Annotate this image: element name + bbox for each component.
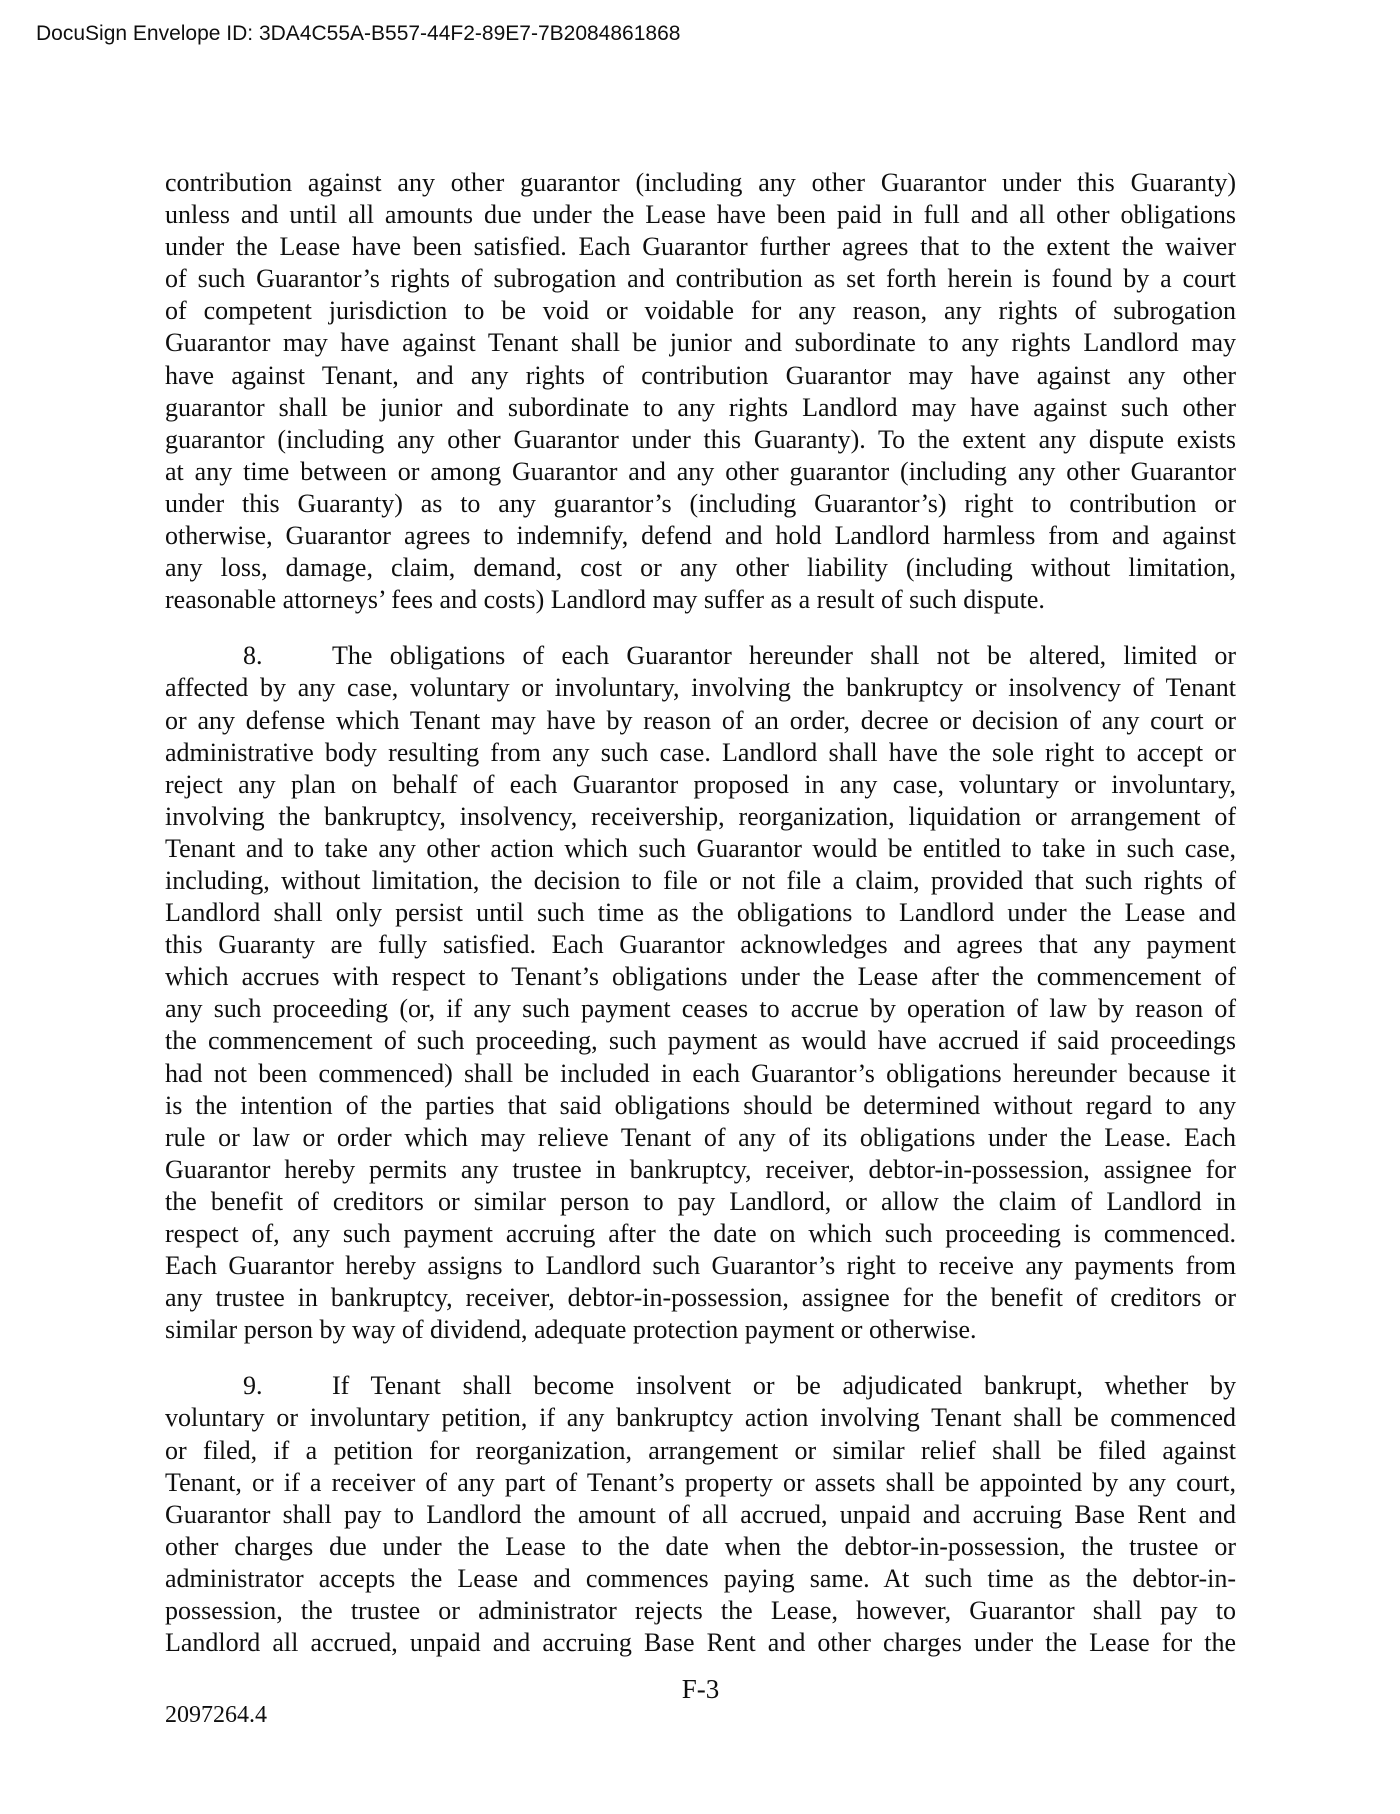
paragraph-number: 8. [243, 641, 263, 671]
docusign-envelope-id: DocuSign Envelope ID: 3DA4C55A-B557-44F2-89E7-7B2084861868 [36, 22, 681, 45]
text-line: similar person by way of dividend, adequate protection payment or otherwise. [165, 1315, 977, 1345]
text-line: voluntary or involuntary petition, if any bankruptcy action involving Tenant shall be commenced [165, 1403, 1236, 1433]
text-line: Tenant, or if a receiver of any part of Tenant’s property or assets shall be appointed by any court, [165, 1467, 1236, 1497]
paragraph [165, 640, 1236, 1346]
text-line: of such Guarantor’s rights of subrogation and contribution as set forth herein is found by a court [165, 264, 1236, 294]
text-line: otherwise, Guarantor agrees to indemnify, defend and hold Landlord harmless from and against [165, 521, 1236, 551]
text-line: any loss, damage, claim, demand, cost or any other liability (including without limitation, [165, 553, 1236, 583]
text-line: guarantor (including any other Guarantor under this Guaranty). To the extent any dispute exists [165, 424, 1236, 454]
text-line: or filed, if a petition for reorganization, arrangement or similar relief shall be filed against [165, 1435, 1236, 1465]
document-control-number: 2097264.4 [165, 1702, 267, 1728]
text-line: 9. If Tenant shall become insolvent or be adjudicated bankrupt, whether by [165, 1370, 1236, 1402]
text-line: which accrues with respect to Tenant’s obligations under the Lease after the commencement of [165, 962, 1236, 992]
text-line: of competent jurisdiction to be void or voidable for any reason, any rights of subrogation [165, 296, 1236, 326]
text-line: had not been commenced) shall be included in each Guarantor’s obligations hereunder because it [165, 1058, 1236, 1088]
text-line: Tenant and to take any other action which such Guarantor would be entitled to take in such case, [165, 833, 1236, 863]
text-line: reasonable attorneys’ fees and costs) Landlord may suffer as a result of such dispute. [165, 585, 1045, 615]
text-line: possession, the trustee or administrator rejects the Lease, however, Guarantor shall pay to [165, 1596, 1236, 1626]
text-line: including, without limitation, the decision to file or not file a claim, provided that such rights of [165, 865, 1236, 895]
text-line: reject any plan on behalf of each Guarantor proposed in any case, voluntary or involuntary, [165, 769, 1236, 799]
text-line: administrative body resulting from any such case. Landlord shall have the sole right to accept or [165, 737, 1236, 767]
text-line: the commencement of such proceeding, such payment as would have accrued if said proceedings [165, 1026, 1236, 1056]
text-line: this Guaranty are fully satisfied. Each Guarantor acknowledges and agrees that any payment [165, 930, 1236, 960]
text-line: rule or law or order which may relieve Tenant of any of its obligations under the Lease. Each [165, 1122, 1236, 1152]
text-line: other charges due under the Lease to the date when the debtor-in-possession, the trustee or [165, 1531, 1236, 1561]
text-line: under this Guaranty) as to any guarantor’s (including Guarantor’s) right to contribution or [165, 488, 1236, 518]
text-line: any such proceeding (or, if any such payment ceases to accrue by operation of law by reason of [165, 994, 1236, 1024]
text-line: Guarantor shall pay to Landlord the amount of all accrued, unpaid and accruing Base Rent and [165, 1499, 1236, 1529]
paragraph-number: 9. [243, 1371, 263, 1401]
text-line: Guarantor hereby permits any trustee in bankruptcy, receiver, debtor-in-possession, assignee for [165, 1154, 1236, 1184]
text-line: Each Guarantor hereby assigns to Landlord such Guarantor’s right to receive any payments from [165, 1251, 1236, 1281]
text-line: contribution against any other guarantor (including any other Guarantor under this Guaranty) [165, 168, 1236, 197]
paragraph [165, 167, 1236, 616]
text-line: Guarantor may have against Tenant shall be junior and subordinate to any rights Landlord may [165, 328, 1236, 358]
text-line: or any defense which Tenant may have by reason of an order, decree or decision of any court or [165, 705, 1236, 735]
paragraph [165, 1370, 1236, 1659]
text-line: any trustee in bankruptcy, receiver, debtor-in-possession, assignee for the benefit of creditors or [165, 1283, 1236, 1313]
page-number: F-3 [681, 1674, 720, 1704]
text-line: Landlord shall only persist until such time as the obligations to Landlord under the Lease and [165, 898, 1236, 928]
text-line: unless and until all amounts due under the Lease have been paid in full and all other obligations [165, 200, 1236, 230]
text-line: the benefit of creditors or similar person to pay Landlord, or allow the claim of Landlord in [165, 1186, 1236, 1216]
text-line: under the Lease have been satisfied. Each Guarantor further agrees that to the extent the waiver [165, 232, 1236, 262]
text-line: Landlord all accrued, unpaid and accruing Base Rent and other charges under the Lease for the [165, 1628, 1236, 1658]
text-line: 8. The obligations of each Guarantor hereunder shall not be altered, limited or [165, 640, 1236, 672]
document-body [165, 167, 1236, 1659]
text-line: administrator accepts the Lease and commences paying same. At such time as the debtor-in- [165, 1563, 1236, 1593]
text-line: is the intention of the parties that said obligations should be determined without regard to any [165, 1090, 1236, 1120]
text-line: have against Tenant, and any rights of contribution Guarantor may have against any other [165, 360, 1236, 390]
text-line: respect of, any such payment accruing after the date on which such proceeding is commenced. [165, 1219, 1236, 1248]
text-line: at any time between or among Guarantor and any other guarantor (including any other Guarantor [165, 456, 1236, 486]
text-line: involving the bankruptcy, insolvency, receivership, reorganization, liquidation or arrangement of [165, 801, 1236, 831]
text-line: guarantor shall be junior and subordinate to any rights Landlord may have against such other [165, 392, 1236, 422]
text-line: affected by any case, voluntary or involuntary, involving the bankruptcy or insolvency of Tenant [165, 673, 1236, 703]
